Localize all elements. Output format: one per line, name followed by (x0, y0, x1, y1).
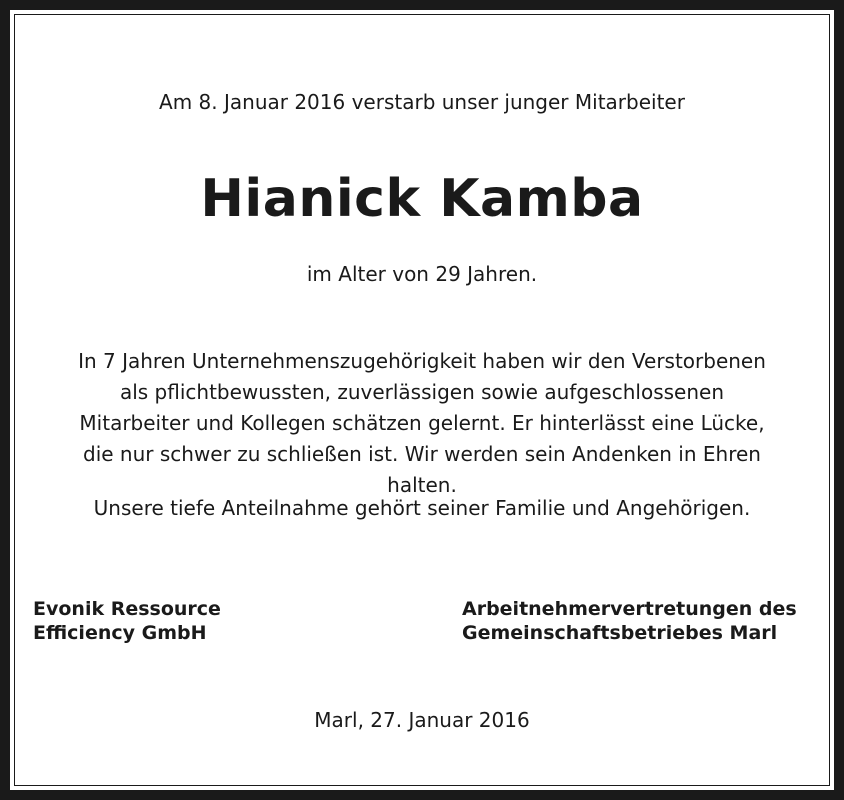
signer-company (33, 597, 221, 645)
deceased-name: Hianick Kamba (200, 169, 644, 229)
notice-body: In 7 Jahren Unternehmenszugehörigkeit haben wir den Verstorbenen als pflichtbewussten, zuverlässigen sowie aufgeschlossenen Mitarbeiter und Kollegen schätzen gelernt. Er hinterlässt eine Lücke, die nur schwer zu schließen ist. Wir werden sein Andenken in Ehren halten. (78, 349, 766, 497)
signer-company-line-1: Evonik Ressource (33, 598, 221, 620)
signer-works-council-line-1: Arbeitnehmervertretungen des (462, 598, 797, 620)
place-and-date: Marl, 27. Januar 2016 (314, 708, 530, 732)
signer-company-line-2: Efficiency GmbH (33, 622, 207, 644)
signer-works-council-line-2: Gemeinschaftsbetriebes Marl (462, 622, 778, 644)
signer-works-council (462, 597, 797, 645)
age-line: im Alter von 29 Jahren. (306, 262, 538, 286)
notice-intro: Am 8. Januar 2016 verstarb unser junger Mitarbeiter (159, 90, 685, 114)
condolence-line: Unsere tiefe Anteilnahme gehört seiner Familie und Angehörigen. (93, 496, 751, 520)
